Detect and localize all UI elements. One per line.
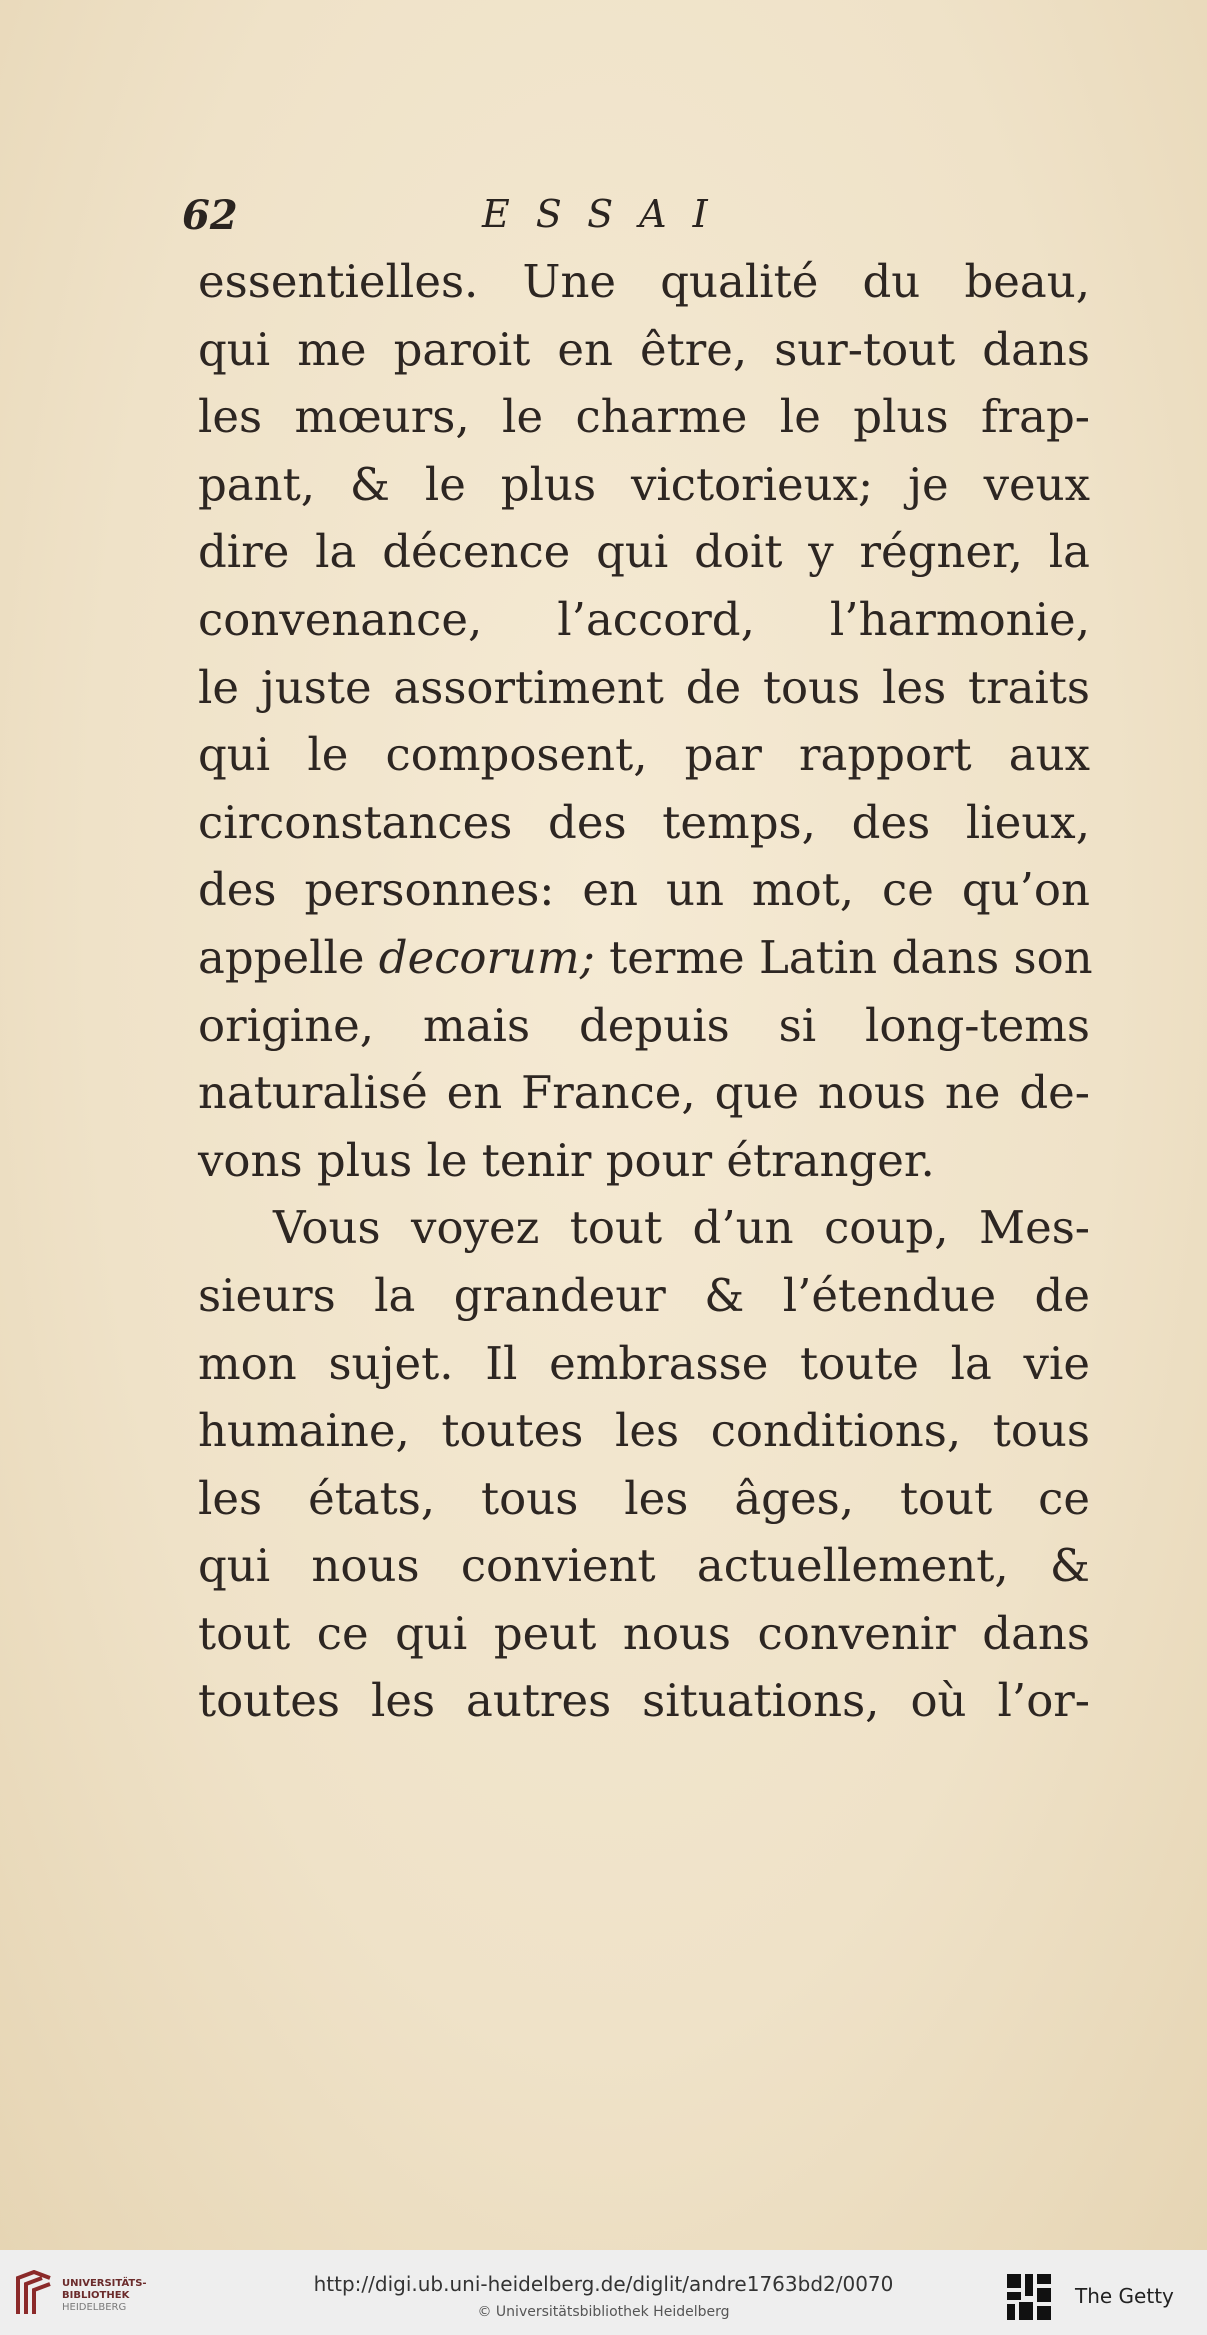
text-line: tout ce qui peut nous convenir dans <box>198 1606 1090 1660</box>
getty-name: The Getty <box>1075 2284 1174 2308</box>
copyright-notice: © Universitätsbibliothek Heidelberg <box>477 2304 730 2320</box>
text-line: qui nous convient actuellement, & <box>198 1539 1090 1593</box>
getty-icon <box>1005 2272 1055 2322</box>
text-line: les états, tous les âges, tout ce <box>198 1471 1090 1525</box>
text-line: humaine, toutes les conditions, tous <box>198 1404 1090 1458</box>
text-line: sieurs la grandeur & l’étendue de <box>198 1268 1090 1322</box>
text-line-decorum <box>198 924 1093 992</box>
text-line: naturalisé en France, que nous ne de- <box>198 1066 1090 1120</box>
text-line: essentielles. Une qualité du beau, <box>198 255 1090 308</box>
text-line: toutes les autres situations, où l’or- <box>198 1674 1090 1728</box>
text-line: des personnes: en un mot, ce qu’on <box>198 863 1090 917</box>
text-line: origine, mais depuis si long-tems <box>198 998 1090 1052</box>
permalink-url[interactable]: http://digi.ub.uni-heidelberg.de/diglit/andre1763bd2/0070 <box>313 2272 894 2296</box>
text-line: qui le composent, par rapport aux <box>198 728 1090 782</box>
viewer-footer <box>0 2250 1207 2335</box>
text-line: vons plus le tenir pour étranger. <box>198 1133 935 1187</box>
logo-line-3: HEIDELBERG <box>62 2302 127 2313</box>
decorum-italic-term: decorum; <box>378 930 595 984</box>
page-number: 62 <box>182 192 238 239</box>
logo-line-2: BIBLIOTHEK <box>62 2290 130 2301</box>
text-line: qui me paroit en être, sur-tout dans <box>198 322 1090 376</box>
decorum-before: appelle <box>198 930 379 984</box>
text-line: pant, & le plus victorieux; je veux <box>198 457 1090 511</box>
body-text <box>198 248 1093 1735</box>
getty-logo[interactable] <box>1005 2272 1195 2322</box>
text-line: mon sujet. Il embrasse toute la vie <box>198 1336 1090 1390</box>
running-head <box>182 192 1082 252</box>
decorum-after: terme Latin dans son <box>594 930 1093 984</box>
text-line: dire la décence qui doit y régner, la <box>198 525 1090 579</box>
text-line: convenance, l’accord, l’harmonie, <box>198 592 1090 646</box>
text-line: les mœurs, le charme le plus frap- <box>198 390 1090 444</box>
running-title: ESSAI <box>482 192 734 236</box>
logo-line-1: UNIVERSITÄTS- <box>62 2278 147 2289</box>
text-line: circonstances des temps, des lieux, <box>198 795 1090 849</box>
text-line: le juste assortiment de tous les traits <box>198 660 1090 714</box>
paragraph-first-line: Vous voyez tout d’un coup, Mes- <box>273 1201 1090 1255</box>
